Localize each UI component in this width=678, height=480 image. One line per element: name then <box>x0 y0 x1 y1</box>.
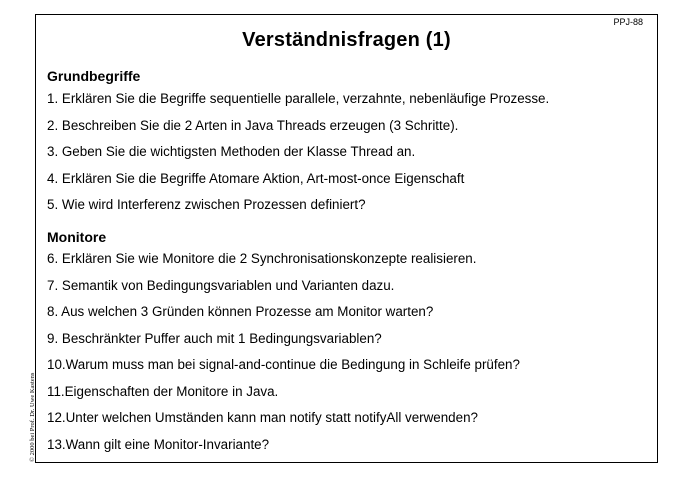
question-7: 7. Semantik von Bedingungsvariablen und Varianten dazu. <box>47 278 395 293</box>
question-11: 11.Eigenschaften der Monitore in Java. <box>47 384 279 399</box>
question-1: 1. Erklären Sie die Begriffe sequentielle parallele, verzahnte, nebenläufige Prozesse. <box>47 91 550 106</box>
question-8: 8. Aus welchen 3 Gründen können Prozesse am Monitor warten? <box>47 304 434 319</box>
question-13: 13.Wann gilt eine Monitor-Invariante? <box>47 437 270 452</box>
question-10: 10.Warum muss man bei signal-and-continue die Bedingung in Schleife prüfen? <box>47 357 520 372</box>
slide-frame <box>35 14 658 463</box>
question-6: 6. Erklären Sie wie Monitore die 2 Synchronisationskonzepte realisieren. <box>47 251 477 266</box>
question-12: 12.Unter welchen Umständen kann man notify statt notifyAll verwenden? <box>47 410 478 425</box>
question-4: 4. Erklären Sie die Begriffe Atomare Aktion, Art-most-once Eigenschaft <box>47 171 465 186</box>
section-heading-grundbegriffe: Grundbegriffe <box>47 68 141 84</box>
question-5: 5. Wie wird Interferenz zwischen Prozessen definiert? <box>47 197 366 212</box>
copyright-notice: © 2000 bei Prof. Dr. Uwe Kastens <box>29 372 36 462</box>
page-id: PPJ-88 <box>613 17 643 27</box>
question-2: 2. Beschreiben Sie die 2 Arten in Java Threads erzeugen (3 Schritte). <box>47 118 459 133</box>
question-3: 3. Geben Sie die wichtigsten Methoden der Klasse Thread an. <box>47 144 416 159</box>
slide-title: Verständnisfragen (1) <box>242 29 451 51</box>
section-heading-monitore: Monitore <box>47 229 107 245</box>
question-9: 9. Beschränkter Puffer auch mit 1 Bedingungsvariablen? <box>47 331 382 346</box>
